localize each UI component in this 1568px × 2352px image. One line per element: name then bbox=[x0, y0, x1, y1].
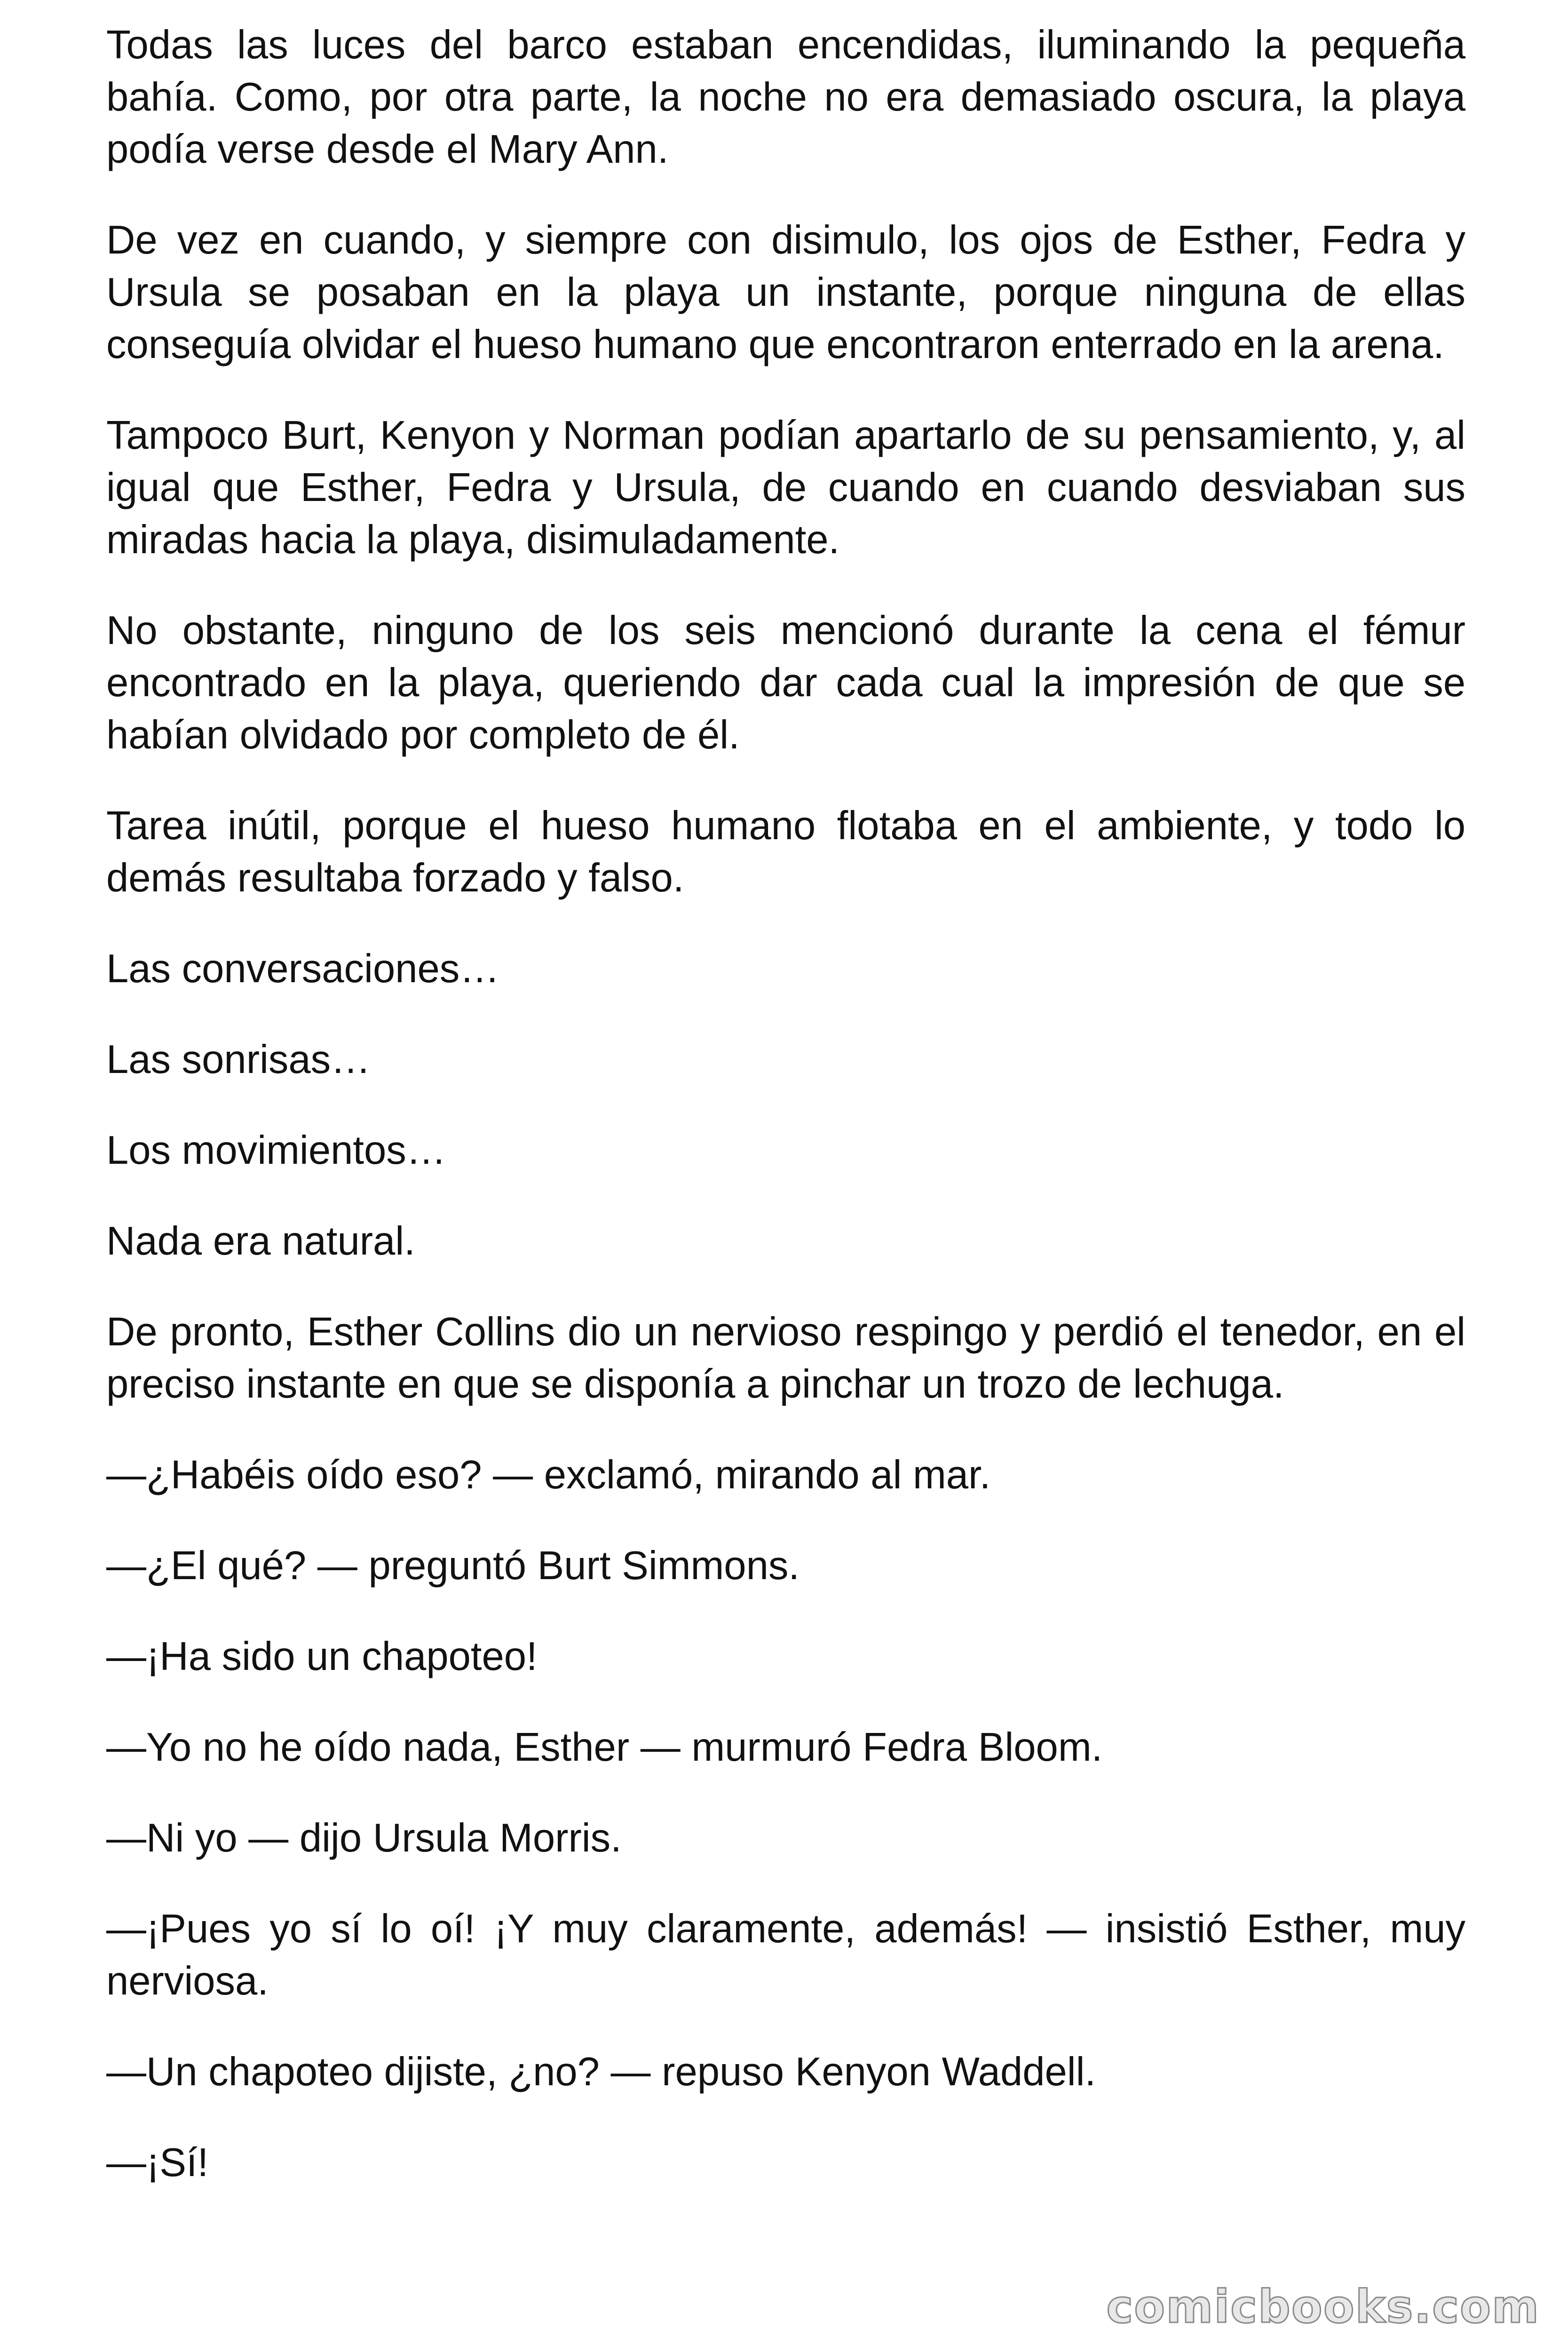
paragraph: De vez en cuando, y siempre con disimulo, los ojos de Esther, Fedra y Ursula se posaban en la playa un instante, porque ninguna de ellas conseguía olvidar el hueso humano que encontraron enterrado en la arena. bbox=[106, 218, 1465, 367]
paragraph: Tarea inútil, porque el hueso humano flotaba en el ambiente, y todo lo demás resultaba forzado y falso. bbox=[106, 803, 1465, 900]
watermark: comicbooks.com bbox=[1106, 2280, 1540, 2333]
paragraph: Las sonrisas… bbox=[106, 1037, 371, 1082]
paragraph: Todas las luces del barco estaban encendidas, iluminando la pequeña bahía. Como, por otra parte, la noche no era demasiado oscura, la playa podía verse desde el Mary Ann. bbox=[106, 23, 1465, 172]
paragraph: Las conversaciones… bbox=[106, 946, 500, 991]
paragraph: Tampoco Burt, Kenyon y Norman podían apartarlo de su pensamiento, y, al igual que Esther, Fedra y Ursula, de cuando en cuando desviaban sus miradas hacia la playa, disimuladamente. bbox=[106, 413, 1465, 562]
dialogue-line: —¿El qué? — preguntó Burt Simmons. bbox=[106, 1543, 800, 1588]
dialogue-line: —Yo no he oído nada, Esther — murmuró Fedra Bloom. bbox=[106, 1725, 1103, 1770]
dialogue-line: —¡Sí! bbox=[106, 2140, 209, 2185]
dialogue-line: —¿Habéis oído eso? — exclamó, mirando al mar. bbox=[106, 1453, 991, 1497]
paragraph: No obstante, ninguno de los seis mencionó durante la cena el fémur encontrado en la playa, queriendo dar cada cual la impresión de que se habían olvidado por completo de él. bbox=[106, 608, 1465, 757]
dialogue-line: —Un chapoteo dijiste, ¿no? — repuso Kenyon Waddell. bbox=[106, 2050, 1096, 2094]
dialogue-line: —¡Ha sido un chapoteo! bbox=[106, 1634, 538, 1679]
dialogue-line: —¡Pues yo sí lo oí! ¡Y muy claramente, además! — insistió Esther, muy nerviosa. bbox=[106, 1907, 1465, 2003]
paragraph: Nada era natural. bbox=[106, 1219, 415, 1263]
dialogue-line: —Ni yo — dijo Ursula Morris. bbox=[106, 1816, 622, 1860]
paragraph: De pronto, Esther Collins dio un nervioso respingo y perdió el tenedor, en el preciso instante en que se disponía a pinchar un trozo de lechuga. bbox=[106, 1310, 1465, 1406]
paragraph: Los movimientos… bbox=[106, 1128, 446, 1173]
body-text bbox=[106, 19, 1465, 2227]
